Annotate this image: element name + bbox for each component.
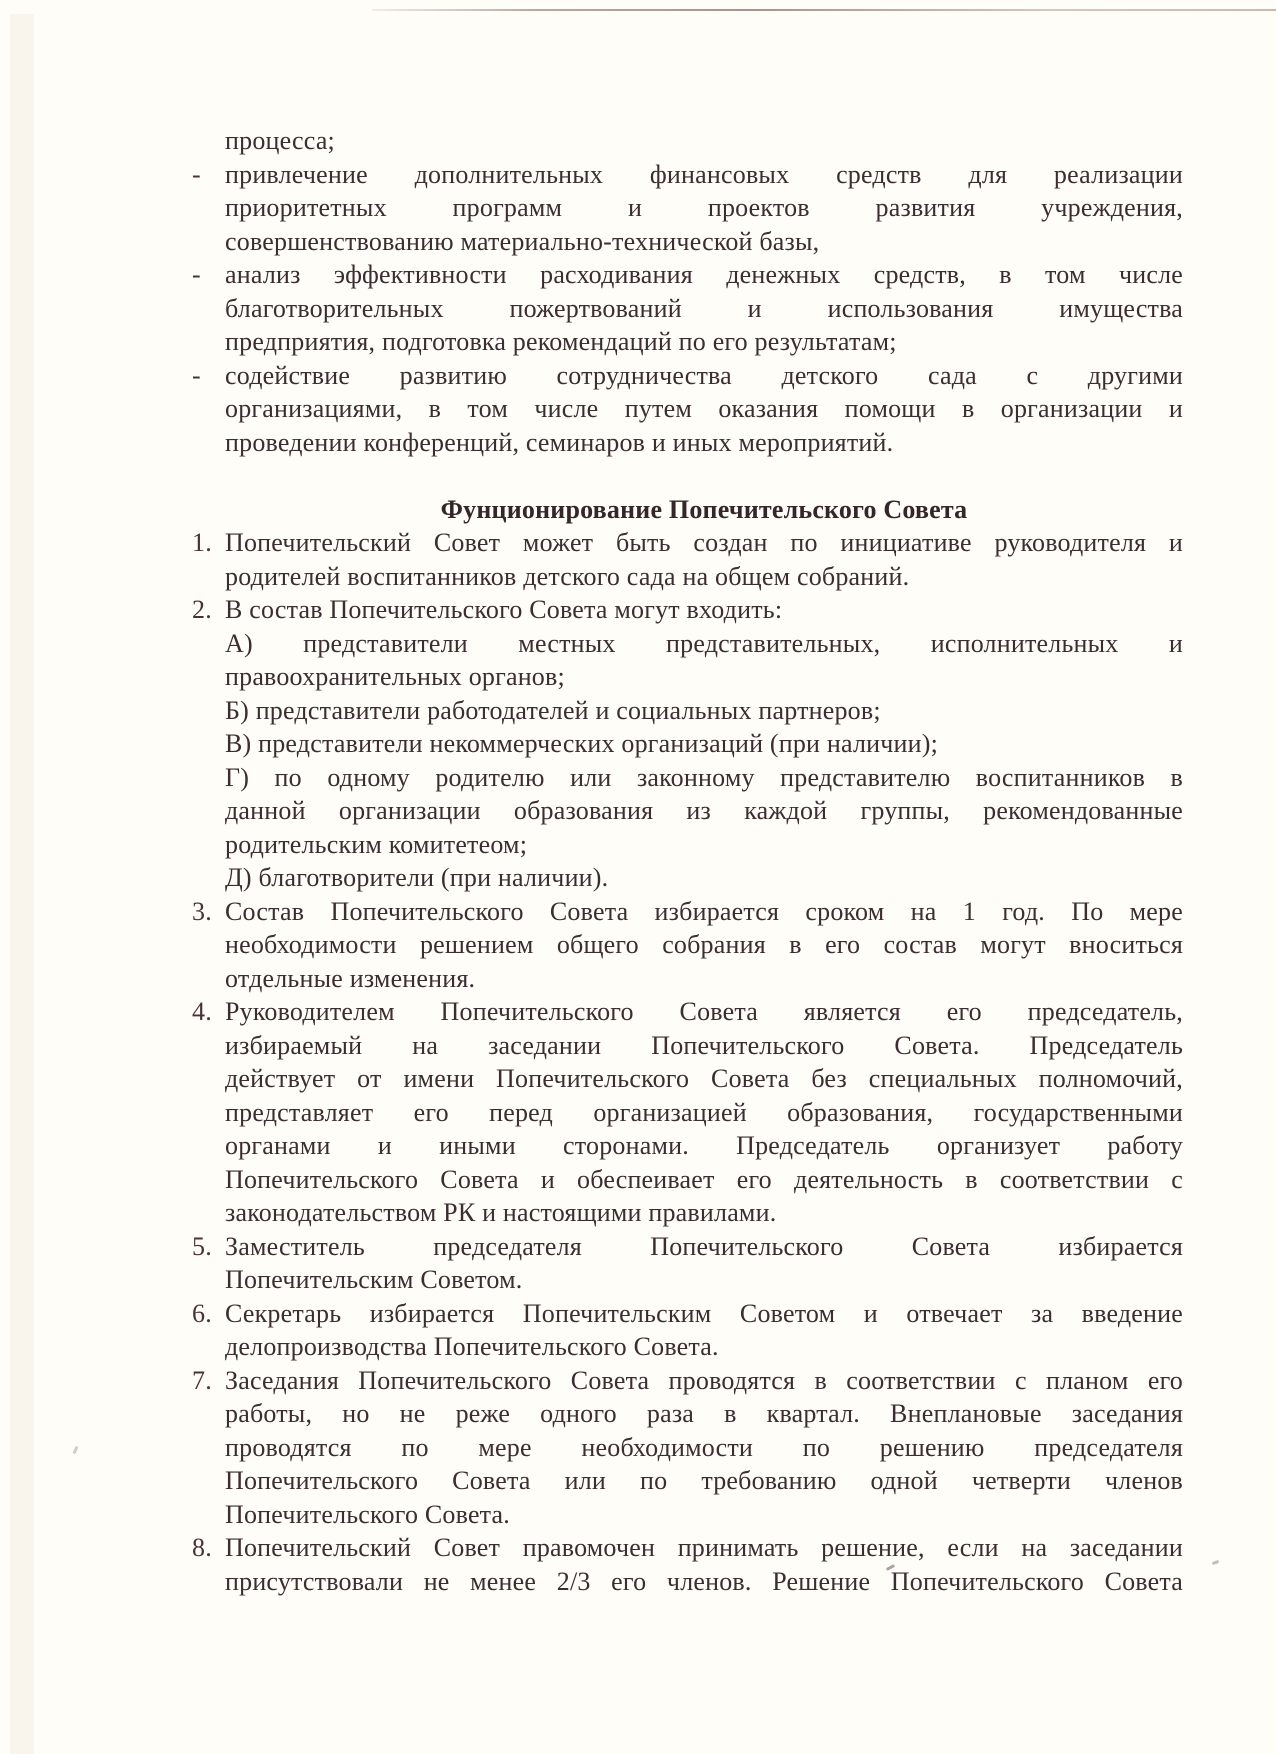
numbered-item — [192, 1230, 1183, 1297]
item-line: данной организации образования из каждой группы, рекомендованные — [225, 796, 1183, 825]
item-line: избираемый на заседании Попечительского Совета. Председатель — [225, 1030, 1183, 1060]
item-line: родительским комитетеом; — [225, 829, 528, 859]
document-body — [192, 124, 1183, 1598]
item-line: проведении конференций, семинаров и иных мероприятий. — [225, 427, 894, 457]
numbered-item — [192, 1364, 1183, 1532]
item-line: А) представители местных представительных, исполнительных и — [225, 628, 1183, 658]
item-line: благотворительных пожертвований и использования имущества — [225, 293, 1183, 323]
item-line: необходимости решением общего собрания в его состав могут вноситься — [225, 930, 1183, 959]
item-line: Попечительский Совет правомочен принимать решение, если на заседании — [225, 1533, 1183, 1562]
item-line: законодательством РК и настоящими правилами. — [225, 1198, 777, 1227]
numbered-item — [192, 593, 1183, 895]
scan-top-artifact-line — [372, 9, 1276, 11]
item-line: совершенствованию материально-технической базы, — [225, 226, 820, 256]
bullet-item — [192, 258, 1183, 359]
scan-speck — [1212, 1560, 1220, 1565]
numbered-item — [192, 995, 1183, 1230]
item-line: работы, но не реже одного раза в квартал. Внеплановые заседания — [225, 1399, 1183, 1428]
item-line: органами и иными сторонами. Председатель организует работу — [225, 1131, 1183, 1160]
item-line: Попечительский Совет может быть создан по инициативе руководителя и — [225, 528, 1183, 557]
item-line: Состав Попечительского Совета избирается сроком на 1 год. По мере — [225, 896, 1183, 926]
item-line: предприятия, подготовка рекомендаций по его результатам; — [225, 327, 897, 356]
item-number-marker: 7. — [192, 1365, 212, 1395]
item-line: Секретарь избирается Попечительским Советом и отвечает за введение — [225, 1298, 1183, 1328]
numbered-item — [192, 526, 1183, 593]
item-line: проводятся по мере необходимости по решению председателя — [225, 1432, 1183, 1462]
scan-speck — [73, 1446, 79, 1455]
bullet-dash-marker: - — [192, 360, 201, 390]
item-line: анализ эффективности расходивания денежных средств, в том числе — [225, 260, 1183, 289]
item-line: организациями, в том числе путем оказания помощи в организации и — [225, 394, 1183, 423]
item-number-marker: 5. — [192, 1231, 212, 1261]
item-line: делопроизводства Попечительского Совета. — [225, 1332, 719, 1361]
item-line: отдельные изменения. — [225, 963, 476, 993]
item-line: приоритетных программ и проектов развития учреждения, — [225, 193, 1183, 222]
item-line: представляет его перед организацией образования, государственными — [225, 1097, 1183, 1127]
bullet-dash-marker: - — [192, 260, 201, 289]
continuation-line: процесса; — [225, 126, 335, 155]
item-line: присутствовали не менее 2/3 его членов. Решение Попечительского Совета — [225, 1566, 1183, 1596]
item-number-marker: 6. — [192, 1298, 212, 1328]
item-line: Д) благотворители (при наличии). — [225, 863, 609, 892]
item-number-marker: 8. — [192, 1533, 212, 1562]
numbered-item — [192, 1297, 1183, 1364]
item-line: В состав Попечительского Совета могут входить: — [225, 595, 783, 624]
item-number-marker: 4. — [192, 997, 212, 1026]
item-line: Попечительского Совета или по требованию одной четверти членов — [225, 1466, 1183, 1495]
numbered-item — [192, 1531, 1183, 1598]
bullet-dash-marker: - — [192, 159, 201, 189]
item-number-marker: 3. — [192, 896, 212, 926]
scan-left-edge-shadow — [10, 14, 34, 1754]
item-line: Попечительским Советом. — [225, 1265, 523, 1294]
item-line: Попечительского Совета и обеспеивает его деятельность в соответствии с — [225, 1164, 1183, 1194]
item-line: Попечительского Совета. — [225, 1499, 511, 1529]
item-number-marker: 2. — [192, 595, 212, 624]
bullet-item — [192, 359, 1183, 460]
numbered-item — [192, 895, 1183, 996]
section-heading: Фунционирование Попечительского Совета — [440, 494, 968, 524]
item-line: родителей воспитанников детского сада на общем собраний. — [225, 561, 910, 591]
item-line: В) представители некоммерческих организаций (при наличии); — [225, 729, 939, 758]
item-line: действует от имени Попечительского Совета без специальных полномочий, — [225, 1064, 1183, 1093]
item-line: Заместитель председателя Попечительского Совета избирается — [225, 1231, 1183, 1261]
item-line: Руководителем Попечительского Совета является его председатель, — [225, 997, 1183, 1026]
item-number-marker: 1. — [192, 528, 212, 557]
bullet-item — [192, 158, 1183, 259]
item-line: правоохранительных органов; — [225, 662, 565, 691]
item-line: Б) представители работодателей и социальных партнеров; — [225, 695, 881, 725]
item-line: привлечение дополнительных финансовых средств для реализации — [225, 159, 1183, 189]
item-line: Г) по одному родителю или законному представителю воспитанников в — [225, 762, 1183, 792]
item-line: содействие развитию сотрудничества детского сада с другими — [225, 360, 1183, 390]
item-line: Заседания Попечительского Совета проводятся в соответствии с планом его — [225, 1365, 1183, 1395]
